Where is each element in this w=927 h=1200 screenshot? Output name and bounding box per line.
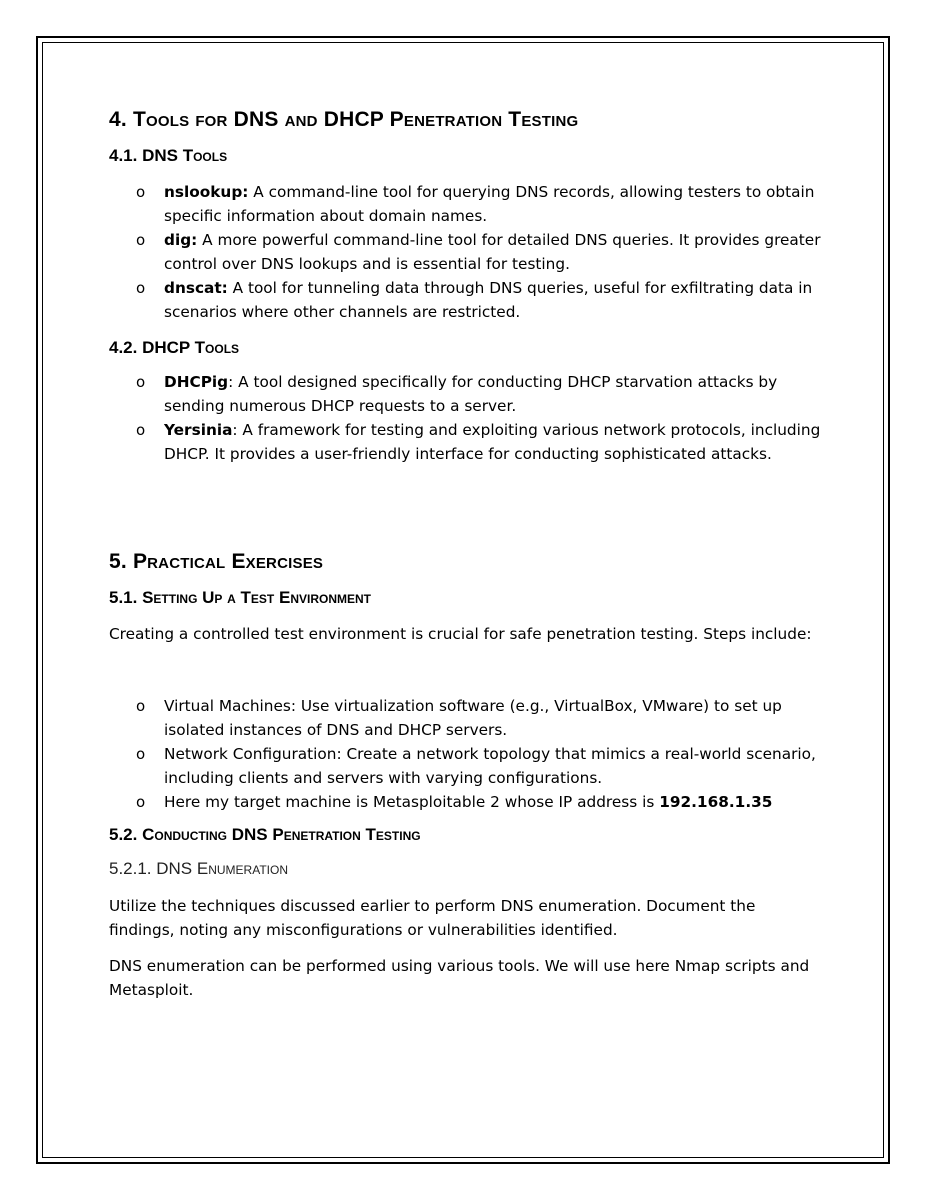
tool-description: A command-line tool for querying DNS records, allowing testers to obtain specific information about domain names. xyxy=(164,183,815,225)
list-item xyxy=(109,180,829,228)
section-4-1-heading: 4.1. DNS Tools xyxy=(109,146,228,165)
tool-description: : A framework for testing and exploiting various network protocols, including DHCP. It provides a user-friendly interface for conducting sophisticated attacks. xyxy=(164,421,821,463)
tool-name: nslookup: xyxy=(164,183,249,201)
enumeration-paragraph-2: DNS enumeration can be performed using various tools. We will use here Nmap scripts and Metasploit. xyxy=(109,957,810,999)
dhcp-tools-list xyxy=(109,370,829,466)
tool-name: dig: xyxy=(164,231,198,249)
bullet-marker: o xyxy=(136,421,146,439)
tool-name: DHCPig xyxy=(164,373,229,391)
list-item xyxy=(109,228,829,276)
list-item xyxy=(109,276,829,324)
bullet-marker: o xyxy=(136,279,146,297)
tool-description: A tool for tunneling data through DNS queries, useful for exfiltrating data in scenarios where other channels are restricted. xyxy=(164,279,813,321)
item-text: Virtual Machines: Use virtualization software (e.g., VirtualBox, VMware) to set up isolated instances of DNS and DHCP servers. xyxy=(164,697,782,739)
section-5-2-heading: 5.2. Conducting DNS Penetration Testing xyxy=(109,825,421,844)
bullet-marker: o xyxy=(136,745,146,763)
list-item xyxy=(109,694,829,742)
bullet-marker: o xyxy=(136,793,146,811)
tool-description: A more powerful command-line tool for detailed DNS queries. It provides greater control over DNS lookups and is essential for testing. xyxy=(164,231,821,273)
list-item xyxy=(109,742,829,790)
tool-name: dnscat: xyxy=(164,279,228,297)
list-item xyxy=(109,418,829,466)
section-4-heading: 4. Tools for DNS and DHCP Penetration Testing xyxy=(109,108,579,131)
intro-paragraph: Creating a controlled test environment is crucial for safe penetration testing. Steps include: xyxy=(109,625,812,643)
section-5-1-heading: 5.1. Setting Up a Test Environment xyxy=(109,588,371,607)
item-text: Network Configuration: Create a network topology that mimics a real-world scenario, including clients and servers with varying configurations. xyxy=(164,745,816,787)
section-4-2-heading: 4.2. DHCP Tools xyxy=(109,338,240,357)
enumeration-paragraph-1: Utilize the techniques discussed earlier to perform DNS enumeration. Document the findings, noting any misconfigurations or vulnerabilities identified. xyxy=(109,897,756,939)
dns-tools-list xyxy=(109,180,829,324)
bullet-marker: o xyxy=(136,183,146,201)
bullet-marker: o xyxy=(136,373,146,391)
bullet-marker: o xyxy=(136,697,146,715)
section-5-2-1-heading: 5.2.1. DNS Enumeration xyxy=(109,859,288,878)
list-item xyxy=(109,790,829,814)
tool-name: Yersinia xyxy=(164,421,233,439)
list-item xyxy=(109,370,829,418)
test-environment-list xyxy=(109,694,829,814)
ip-address: 192.168.1.35 xyxy=(659,793,773,811)
bullet-marker: o xyxy=(136,231,146,249)
item-text: Here my target machine is Metasploitable 2 whose IP address is xyxy=(164,793,660,811)
tool-description: : A tool designed specifically for conducting DHCP starvation attacks by sending numerous DHCP requests to a server. xyxy=(164,373,778,415)
section-5-heading: 5. Practical Exercises xyxy=(109,550,324,573)
